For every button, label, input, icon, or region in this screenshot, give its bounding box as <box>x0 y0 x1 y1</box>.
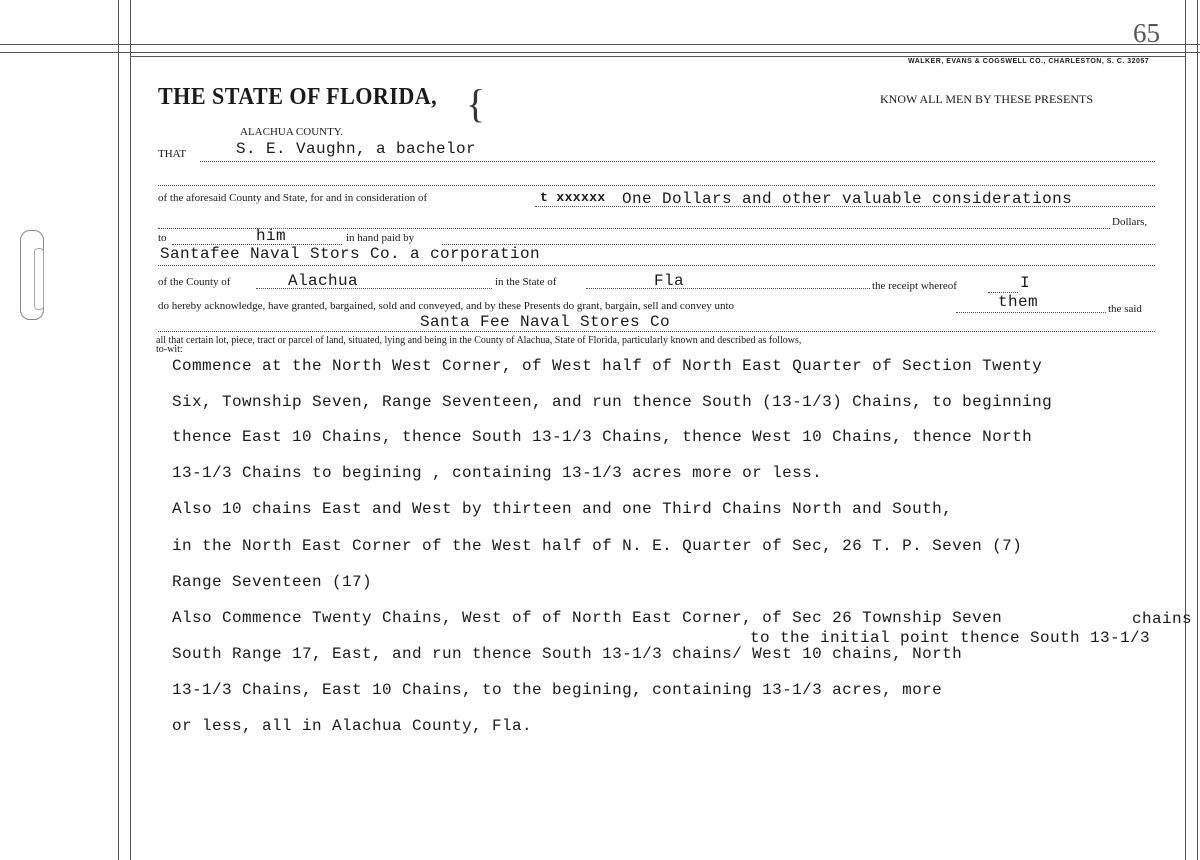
interlinear-insertion: to the initial point thence South 13-1/3 <box>750 629 1151 647</box>
description-line: thence East 10 Chains, thence South 13-1/3 Chains, thence West 10 Chains, thence North <box>172 428 1033 446</box>
description-line: 13-1/3 Chains, East 10 Chains, to the begining, containing 13-1/3 acres, more <box>172 681 943 699</box>
struck-text: t xxxxxx <box>540 190 606 205</box>
dollars-label: Dollars, <box>1112 216 1148 228</box>
parcel-text: all that certain lot, piece, tract or parcel of land, situated, lying and being in the County of Alachua, State of Florida, particularly known and described as follows, <box>156 335 802 346</box>
grantee-dotted-line <box>158 331 1155 332</box>
page-number: 65 <box>1133 18 1160 48</box>
description-line: Commence at the North West Corner, of West half of North East Quarter of Section Twenty <box>172 357 1043 375</box>
the-said-label: the said <box>1108 303 1142 315</box>
county-heading: ALACHUA COUNTY. <box>240 126 344 138</box>
dollars-dotted-line <box>158 228 1110 229</box>
to-label: to <box>158 232 167 244</box>
to-wit-label: to-wit: <box>156 344 183 355</box>
description-line: or less, all in Alachua County, Fla. <box>172 717 533 735</box>
state-label: in the State of <box>495 276 557 288</box>
county-label: of the County of <box>158 276 231 288</box>
in-hand-label: in hand paid by <box>346 232 415 244</box>
consideration-label: of the aforesaid County and State, for and in consideration of <box>158 192 428 204</box>
brace-icon: { <box>466 81 486 126</box>
description-line: Also Commence Twenty Chains, West of of North East Corner, of Sec 26 Township Seven <box>172 609 1003 627</box>
payer-value: Santafee Naval Stors Co. a corporation <box>160 245 541 263</box>
description-line: Also 10 chains East and West by thirteen and one Third Chains North and South, <box>172 500 953 518</box>
description-line: Range Seventeen (17) <box>172 573 373 591</box>
binder-tab-slot <box>34 248 44 310</box>
blank-dotted-line <box>158 185 1155 186</box>
convey-dotted-line <box>956 312 1106 313</box>
grantee-name: Santa Fee Naval Stores Co <box>420 313 671 331</box>
state-title: THE STATE OF FLORIDA, <box>158 84 438 110</box>
description-line: in the North East Corner of the West half of N. E. Quarter of Sec, 26 T. P. Seven (7) <box>172 537 1023 555</box>
payer-dotted-line <box>158 265 1155 266</box>
binder-rule-left <box>118 0 119 860</box>
margin-insertion: chains <box>1132 610 1193 628</box>
acknowledge-text: do hereby acknowledge, have granted, bargained, sold and conveyed, and by these Presents do grant, bargain, sell and convey unto <box>158 300 735 312</box>
know-all-men: KNOW ALL MEN BY THESE PRESENTS <box>880 92 1094 106</box>
binder-rule-left-2 <box>130 0 131 860</box>
binder-rule-right <box>1185 0 1186 860</box>
description-line: Six, Township Seven, Range Seventeen, and run thence South (13-1/3) Chains, to beginning <box>172 393 1053 411</box>
top-rule-2 <box>0 52 1200 53</box>
receipt-value: I <box>1020 274 1031 292</box>
binder-rule-right-2 <box>1197 0 1198 860</box>
county-value: Alachua <box>288 272 359 290</box>
top-rule <box>0 44 1200 45</box>
description-line: South Range 17, East, and run thence South 13-1/3 chains/ West 10 chains, North <box>172 645 963 663</box>
receipt-label: the receipt whereof <box>872 280 957 292</box>
paid-to-value: him <box>256 227 287 245</box>
that-dotted-line <box>200 161 1155 162</box>
grantor-name: S. E. Vaughn, a bachelor <box>236 140 477 158</box>
consideration-value: One Dollars and other valuable considerations <box>622 190 1073 208</box>
paid-by-dotted-line <box>442 244 1155 245</box>
that-label: THAT <box>158 148 187 160</box>
printer-imprint: WALKER, EVANS & COGSWELL CO., CHARLESTON, S. C. 32057 <box>908 58 1150 65</box>
convey-to-value: them <box>998 293 1039 311</box>
state-dotted-line <box>586 288 870 289</box>
top-rule-3 <box>130 56 1185 57</box>
description-line: 13-1/3 Chains to begining , containing 13-1/3 acres more or less. <box>172 464 823 482</box>
state-value: Fla <box>654 272 685 290</box>
